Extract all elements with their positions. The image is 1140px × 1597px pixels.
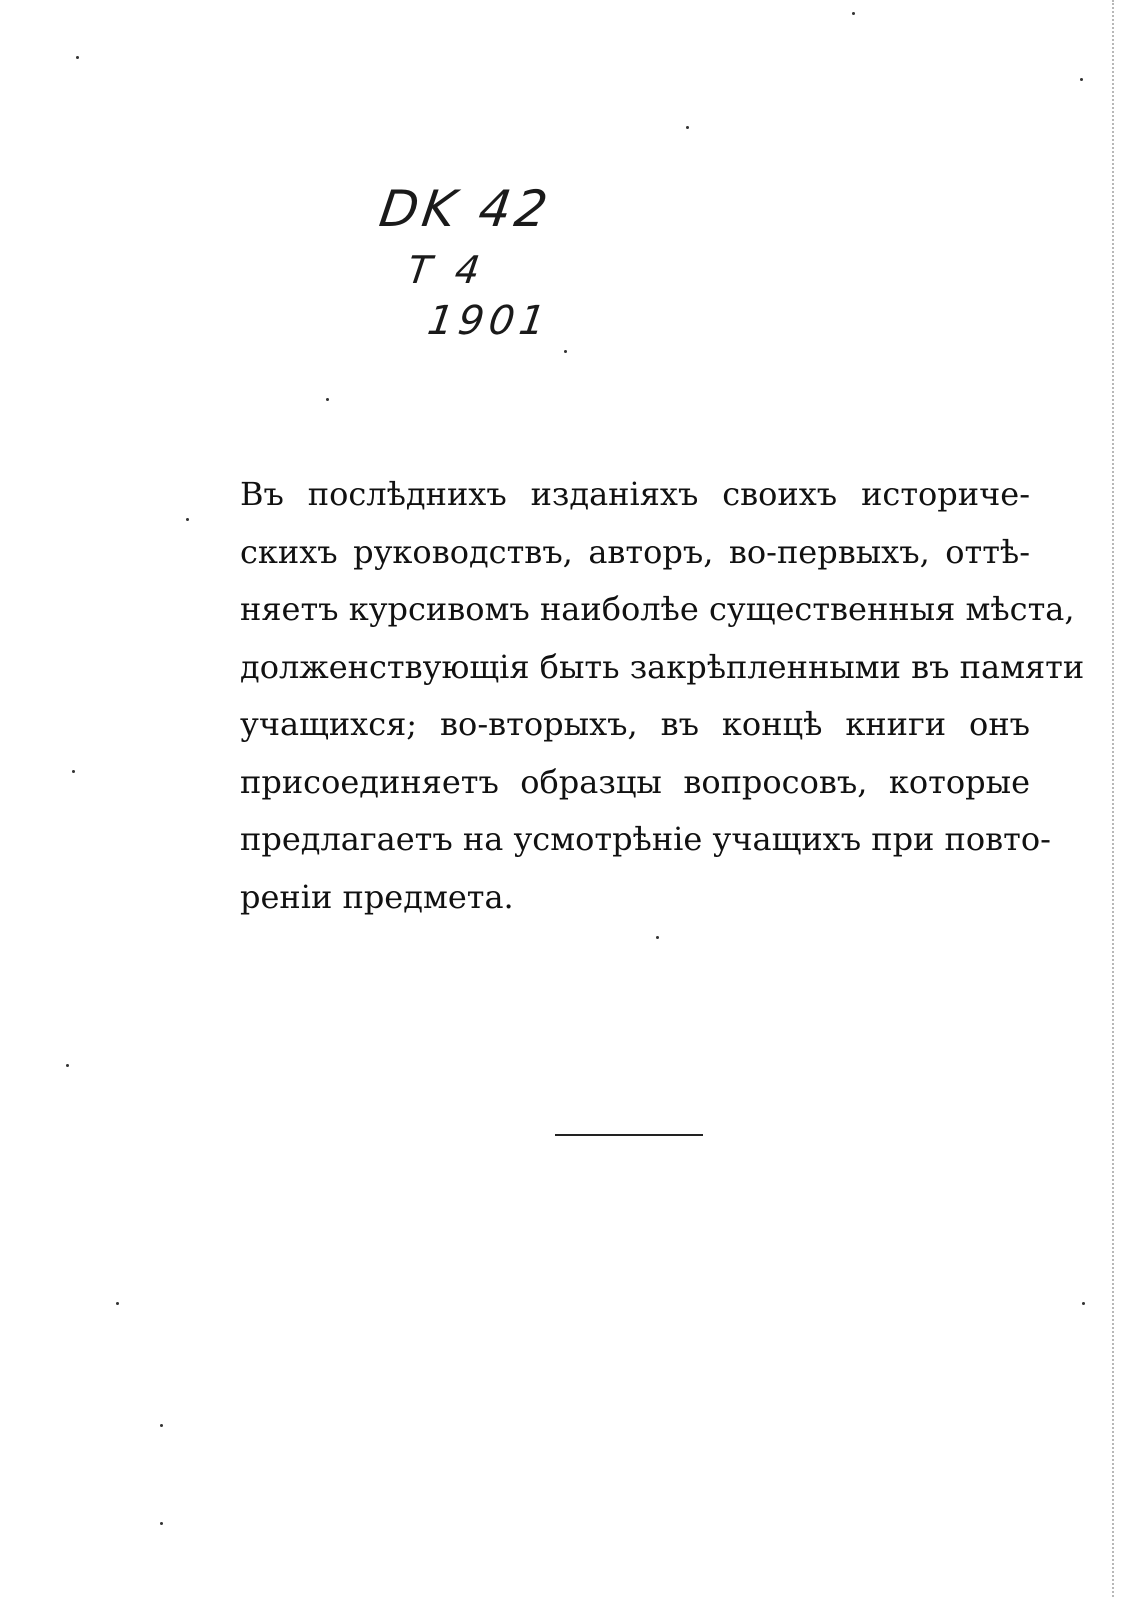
scan-speck xyxy=(160,1424,163,1427)
section-rule xyxy=(555,1134,703,1136)
call-number-line-1: DK 42 xyxy=(375,180,555,238)
scan-speck xyxy=(160,1522,163,1525)
scan-speck xyxy=(1080,78,1083,81)
scan-speck xyxy=(656,936,659,939)
paragraph-line: реніи предмета. xyxy=(240,877,514,916)
paragraph-line: няетъ курсивомъ наиболѣе существенныя мѣста, xyxy=(240,590,1075,628)
scan-speck xyxy=(1082,1302,1085,1305)
paragraph-line: присоединяетъ образцы вопросовъ, которые xyxy=(240,762,1030,801)
call-number-line-3: 1901 xyxy=(424,298,554,344)
scan-speck xyxy=(852,12,855,15)
page-edge-shadow xyxy=(1112,0,1114,1597)
call-number-line-2: T 4 xyxy=(404,248,489,292)
paragraph-line: предлагаетъ на усмотрѣніе учащихъ при повто- xyxy=(240,820,1051,858)
body-paragraph xyxy=(240,466,1085,926)
paragraph-line: скихъ руководствъ, авторъ, во-первыхъ, оттѣ- xyxy=(240,532,1030,571)
paragraph-line: Въ послѣднихъ изданіяхъ своихъ историче- xyxy=(240,475,1030,513)
scan-speck xyxy=(66,1064,69,1067)
scan-speck xyxy=(116,1302,119,1305)
scan-speck xyxy=(186,518,189,521)
paragraph-line: долженствующія быть закрѣпленными въ памяти xyxy=(240,647,1085,686)
scan-speck xyxy=(326,398,329,401)
scan-speck xyxy=(686,126,689,129)
scan-speck xyxy=(76,56,79,59)
scan-speck xyxy=(564,350,567,353)
handwritten-call-number xyxy=(360,168,620,368)
paragraph-line: учащихся; во-вторыхъ, въ концѣ книги онъ xyxy=(240,705,1030,743)
scan-speck xyxy=(72,770,75,773)
